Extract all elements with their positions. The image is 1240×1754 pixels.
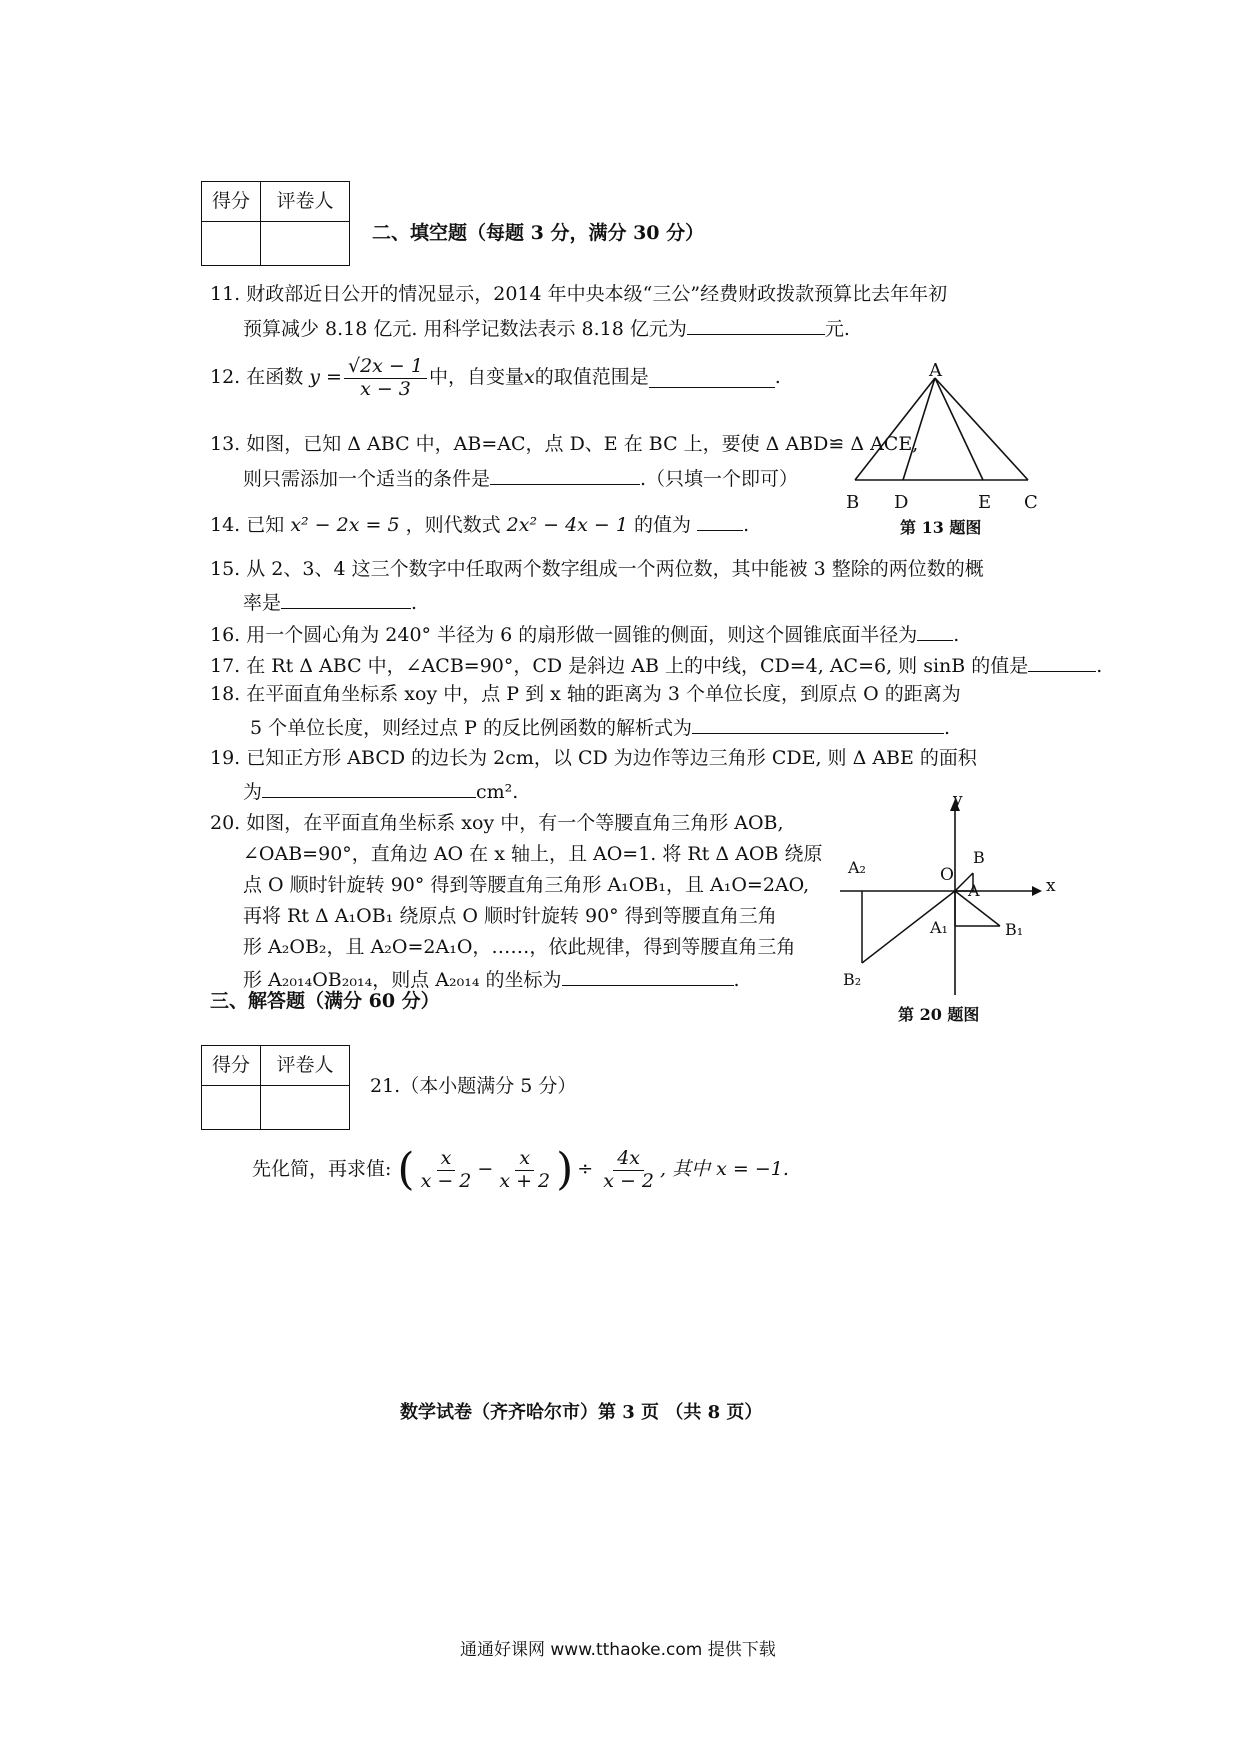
answer-blank-16[interactable]: [917, 622, 953, 641]
question-19-unit: cm².: [476, 781, 519, 803]
answer-blank-13[interactable]: [490, 466, 640, 485]
question-15-line1: 15. 从 2、3、4 这三个数字中任取两个数字组成一个两位数，其中能被 3 整除的两位数的概: [210, 558, 984, 580]
question-20-line6: [243, 967, 740, 993]
fig20-label-a: A: [968, 881, 980, 900]
fraction-3-numerator: 4x: [613, 1148, 644, 1171]
fraction-1: [417, 1148, 476, 1193]
fig13-label-b: B: [846, 492, 860, 513]
question-14-lead: 14. 已知: [210, 514, 285, 536]
divide-sign: ÷: [577, 1158, 594, 1181]
question-16-text: 16. 用一个圆心角为 240° 半径为 6 的扇形做一圆锥的侧面，则这个圆锥底面半径为: [210, 624, 918, 646]
answer-blank-17[interactable]: [1028, 653, 1096, 672]
section-title-fill-in: 二、填空题（每题 3 分，满分 30 分）: [372, 222, 705, 244]
answer-blank-19[interactable]: [262, 779, 476, 798]
fraction-2-numerator: x: [515, 1148, 534, 1171]
question-21-expression: [252, 1144, 789, 1196]
fig20-label-b: B: [973, 848, 985, 867]
answer-blank-20[interactable]: [562, 967, 734, 986]
fig20-label-a1: A₁: [930, 918, 948, 937]
fraction-2-denominator: x + 2: [499, 1169, 551, 1192]
fig20-label-b2: B₂: [843, 970, 862, 989]
question-14-end: .: [743, 514, 750, 536]
page-footer: 数学试卷（齐齐哈尔市）第 3 页 （共 8 页）: [400, 1402, 763, 1423]
question-14-tail: 的值为: [634, 514, 692, 536]
question-15-text: 率是: [243, 592, 282, 614]
question-14: [210, 512, 749, 538]
fraction-2: [495, 1148, 554, 1193]
question-20-line4: 再将 Rt Δ A₁OB₁ 绕原点 O 顺时针旋转 90° 得到等腰直角三角: [243, 905, 777, 927]
answer-blank-12[interactable]: [649, 369, 775, 388]
fig20-label-o: O: [940, 865, 954, 885]
question-20-line1: 20. 如图，在平面直角坐标系 xoy 中，有一个等腰直角三角形 AOB,: [210, 812, 784, 834]
fraction-1-numerator: x: [437, 1148, 456, 1171]
score-cell[interactable]: [202, 222, 261, 266]
question-17: [210, 653, 1102, 679]
question-18-line1: 18. 在平面直角坐标系 xoy 中，点 P 到 x 轴的距离为 3 个单位长度，到原点 O 的距离为: [210, 683, 961, 705]
question-11-line1: 11. 财政部近日公开的情况显示，2014 年中央本级“三公”经费财政拨款预算比去年年初: [210, 283, 948, 305]
left-paren: (: [397, 1144, 415, 1196]
fig13-label-d: D: [894, 492, 909, 513]
question-12-fraction: [344, 356, 427, 401]
fig13-caption: 第 13 题图: [900, 518, 982, 537]
fig20-label-y: y: [953, 790, 963, 810]
question-19-line1: 19. 已知正方形 ABCD 的边长为 2cm，以 CD 为边作等边三角形 CDE, 则 Δ ABE 的面积: [210, 747, 977, 769]
question-12-mid: 中，自变量: [428, 366, 524, 389]
fraction-numerator: √2x − 1: [344, 356, 427, 379]
fig20-label-x: x: [1046, 876, 1056, 896]
watermark: 通通好课网 www.tthaoke.com 提供下载: [460, 1640, 776, 1660]
question-11-unit: 元.: [824, 318, 850, 340]
question-12-lead: 12. 在函数: [210, 366, 304, 389]
question-20-text: 形 A₂₀₁₄OB₂₀₁₄，则点 A₂₀₁₄ 的坐标为: [243, 969, 562, 991]
fig13-label-a: A: [929, 360, 942, 381]
question-18-line2: [250, 715, 950, 741]
answer-blank-14[interactable]: [697, 512, 743, 531]
question-20-line3: 点 O 顺时针旋转 90° 得到等腰直角三角形 A₁OB₁，且 A₁O=2AO,: [243, 874, 810, 896]
question-16-end: .: [953, 624, 960, 646]
question-20-line5: 形 A₂OB₂，且 A₂O=2A₁O，……，依此规律，得到等腰直角三角: [243, 936, 796, 958]
question-11-text: 预算减少 8.18 亿元. 用科学记数法表示 8.18 亿元为: [243, 318, 687, 340]
question-13-tail: .（只填一个即可）: [640, 468, 799, 490]
score-table-2: [201, 1045, 350, 1130]
question-19-line2: [243, 779, 518, 805]
question-15-line2: [243, 590, 417, 616]
question-14-expression: 2x² − 4x − 1: [506, 514, 628, 536]
question-12-x: x: [523, 366, 535, 389]
minus-sign: −: [477, 1158, 494, 1181]
question-18-text: 5 个单位长度，则经过点 P 的反比例函数的解析式为: [250, 717, 692, 739]
fig20-label-b1: B₁: [1005, 920, 1024, 939]
answer-blank-18[interactable]: [692, 715, 944, 734]
question-20-end: .: [733, 969, 740, 991]
question-13-line1: 13. 如图，已知 Δ ABC 中，AB=AC，点 D、E 在 BC 上，要使 Δ ABD≌ Δ ACE,: [210, 433, 919, 455]
question-14-equation: x² − 2x = 5: [290, 514, 400, 536]
fraction-1-denominator: x − 2: [420, 1169, 472, 1192]
fig13-label-c: C: [1024, 492, 1038, 513]
figure-20: [840, 795, 1050, 995]
fraction-denominator: x − 3: [360, 377, 411, 400]
question-11-line2: [243, 316, 850, 342]
answer-blank-11[interactable]: [687, 316, 825, 335]
question-12: [210, 356, 781, 401]
right-paren: ): [556, 1144, 574, 1196]
question-19-text: 为: [243, 781, 263, 803]
grader-header: 评卷人: [261, 1046, 350, 1086]
score-cell[interactable]: [202, 1086, 261, 1130]
score-header: 得分: [202, 182, 261, 222]
question-21-title: 21.（本小题满分 5 分）: [370, 1075, 577, 1097]
question-12-tail: 的取值范围是: [534, 366, 649, 389]
score-table: [201, 181, 350, 266]
question-18-end: .: [944, 717, 951, 739]
question-17-text: 17. 在 Rt Δ ABC 中，∠ACB=90°，CD 是斜边 AB 上的中线，CD=4, AC=6, 则 sinB 的值是: [210, 655, 1029, 677]
question-16: [210, 622, 959, 648]
fig20-label-a2: A₂: [848, 858, 866, 877]
fig20-caption: 第 20 题图: [898, 1005, 980, 1024]
fraction-3-denominator: x − 2: [603, 1169, 655, 1192]
question-13-text: 则只需添加一个适当的条件是: [243, 468, 491, 490]
question-14-mid: ，则代数式: [405, 514, 501, 536]
question-20-line2: ∠OAB=90°，直角边 AO 在 x 轴上，且 AO=1. 将 Rt Δ AOB 绕原: [243, 843, 823, 865]
question-21-tail: , 其中 x = −1.: [660, 1158, 789, 1181]
score-header: 得分: [202, 1046, 261, 1086]
question-13-line2: [243, 466, 798, 492]
question-17-end: .: [1096, 655, 1103, 677]
answer-blank-15[interactable]: [281, 590, 411, 609]
grader-cell[interactable]: [261, 1086, 350, 1130]
question-15-end: .: [411, 592, 418, 614]
question-21-lead: 先化简，再求值:: [252, 1158, 392, 1181]
fraction-3: [599, 1148, 658, 1193]
section-title-solutions: 三、解答题（满分 60 分）: [210, 990, 440, 1012]
question-12-end: .: [774, 366, 781, 389]
grader-cell[interactable]: [261, 222, 350, 266]
fig13-label-e: E: [978, 492, 992, 513]
question-12-y: y =: [309, 366, 342, 389]
grader-header: 评卷人: [261, 182, 350, 222]
